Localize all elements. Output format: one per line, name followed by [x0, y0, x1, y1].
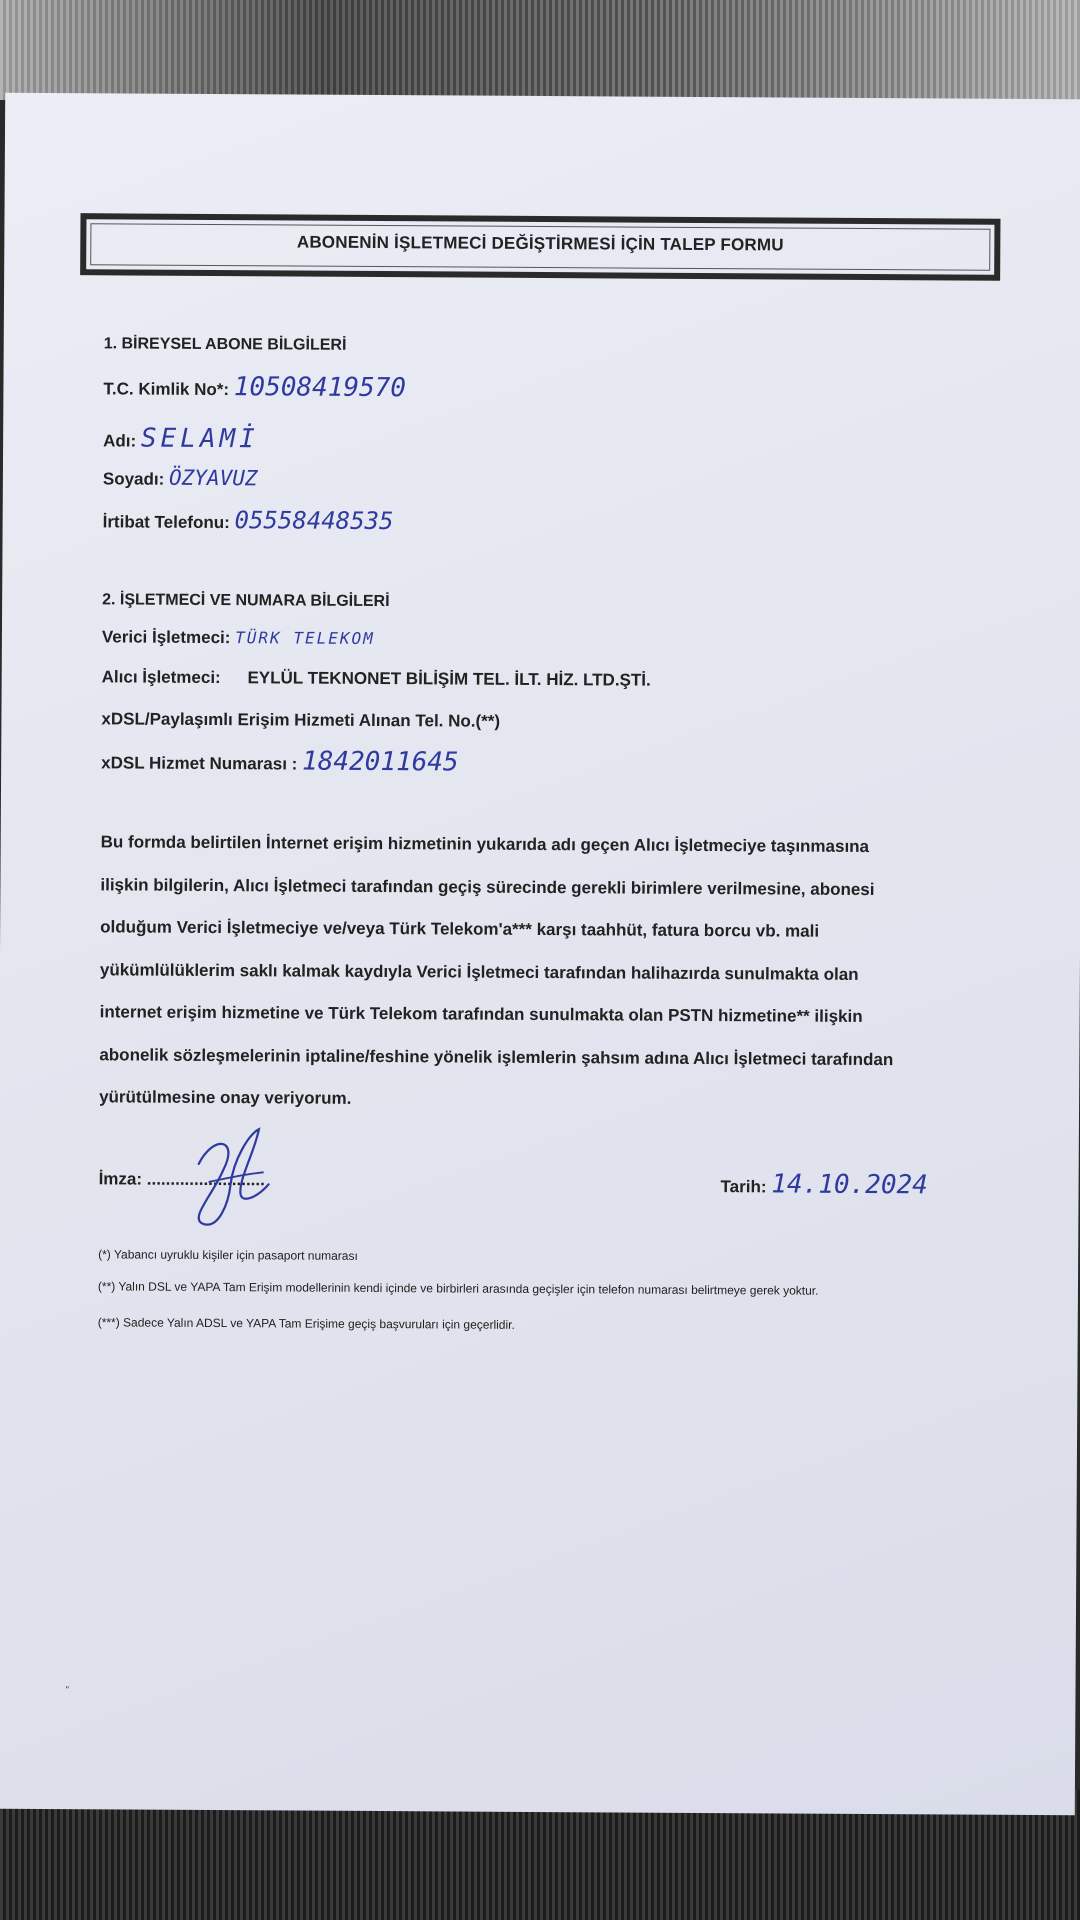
surname-value: ÖZYAVUZ: [168, 465, 258, 491]
consent-line: yürütülmesine onay veriyorum.: [99, 1087, 352, 1108]
form-title: ABONENİN İŞLETMECİ DEĞİŞTİRMESİ İÇİN TALEP FORMU: [296, 232, 784, 255]
date-value: 14.10.2024: [771, 1169, 928, 1201]
phone-row: [103, 505, 394, 535]
date-row: [721, 1169, 928, 1200]
footnote-2: (**) Yalın DSL ve YAPA Tam Erişim modellerinin kendi içinde ve birbirleri arasında geçişler için telefon numarası belirtmeye gerek yoktur.: [97, 1279, 819, 1298]
consent-paragraph: [99, 821, 1019, 1124]
tc-label: T.C. Kimlik No*:: [103, 379, 230, 400]
signature-label: İmza: .........................: [98, 1169, 265, 1190]
section1-heading: 1. BİREYSEL ABONE BİLGİLERİ: [103, 335, 347, 354]
stray-mark: ": [65, 1685, 70, 1697]
xdsl-service-label: xDSL Hizmet Numarası :: [101, 753, 298, 774]
footnote-1: (*) Yabancı uyruklu kişiler için pasaport numarası: [98, 1247, 358, 1263]
footnote-3: (***) Sadece Yalın ADSL ve YAPA Tam Erişime geçiş başvuruları için geçerlidir.: [97, 1315, 515, 1332]
recipient-row: [102, 667, 651, 690]
name-value: SELAMİ: [140, 423, 259, 455]
surname-label: Soyadı:: [102, 469, 165, 489]
tc-row: [103, 371, 406, 403]
form-sheet: [0, 93, 1080, 1816]
consent-line: olduğum Verici İşletmeciye ve/veya Türk Telekom'a*** karşı taahhüt, fatura borcu vb. mali: [100, 917, 820, 941]
xdsl-service-row: [101, 745, 459, 777]
phone-value: 05558448535: [234, 506, 394, 536]
donor-row: [102, 627, 375, 649]
xdsl-service-value: 1842011645: [302, 746, 459, 778]
surname-row: [103, 465, 258, 490]
background-top: [0, 0, 1080, 100]
name-row: [103, 423, 259, 454]
recipient-value: EYLÜL TEKNONET BİLİŞİM TEL. İLT. HİZ. LTD.ŞTİ.: [247, 668, 651, 690]
title-box: [80, 213, 1000, 281]
tc-value: 10508419570: [233, 372, 407, 404]
date-label: Tarih:: [720, 1177, 767, 1197]
consent-line: ilişkin bilgilerin, Alıcı İşletmeci tarafından geçiş sürecinde gerekli birimlere verilmesine, abonesi: [100, 874, 875, 899]
section2-heading: 2. İŞLETMECİ VE NUMARA BİLGİLERİ: [102, 591, 390, 611]
phone-label: İrtibat Telefonu:: [102, 512, 230, 533]
consent-line: yükümlülüklerim saklı kalmak kaydıyla Verici İşletmeci tarafından halihazırda sunulmakta olan: [99, 959, 859, 984]
donor-label: Verici İşletmeci:: [101, 627, 231, 648]
consent-line: internet erişim hizmetine ve Türk Telekom tarafından sunulmakta olan PSTN hizmetine** ilişkin: [99, 1002, 863, 1026]
xdsl-tel-label: xDSL/Paylaşımlı Erişim Hizmeti Alınan Tel. No.(**): [101, 709, 501, 731]
name-label: Adı:: [103, 431, 137, 451]
xdsl-tel-row: [101, 709, 500, 731]
consent-line: Bu formda belirtilen İnternet erişim hizmetinin yukarıda adı geçen Alıcı İşletmeciye taşınmasına: [100, 832, 870, 857]
signature-mark: [178, 1124, 289, 1235]
recipient-label: Alıcı İşletmeci:: [101, 667, 221, 688]
donor-value: TÜRK TELEKOM: [235, 628, 375, 648]
consent-line: abonelik sözleşmelerinin iptaline/feshine yönelik işlemlerin şahsım adına Alıcı İşletmeci tarafından: [99, 1044, 894, 1069]
